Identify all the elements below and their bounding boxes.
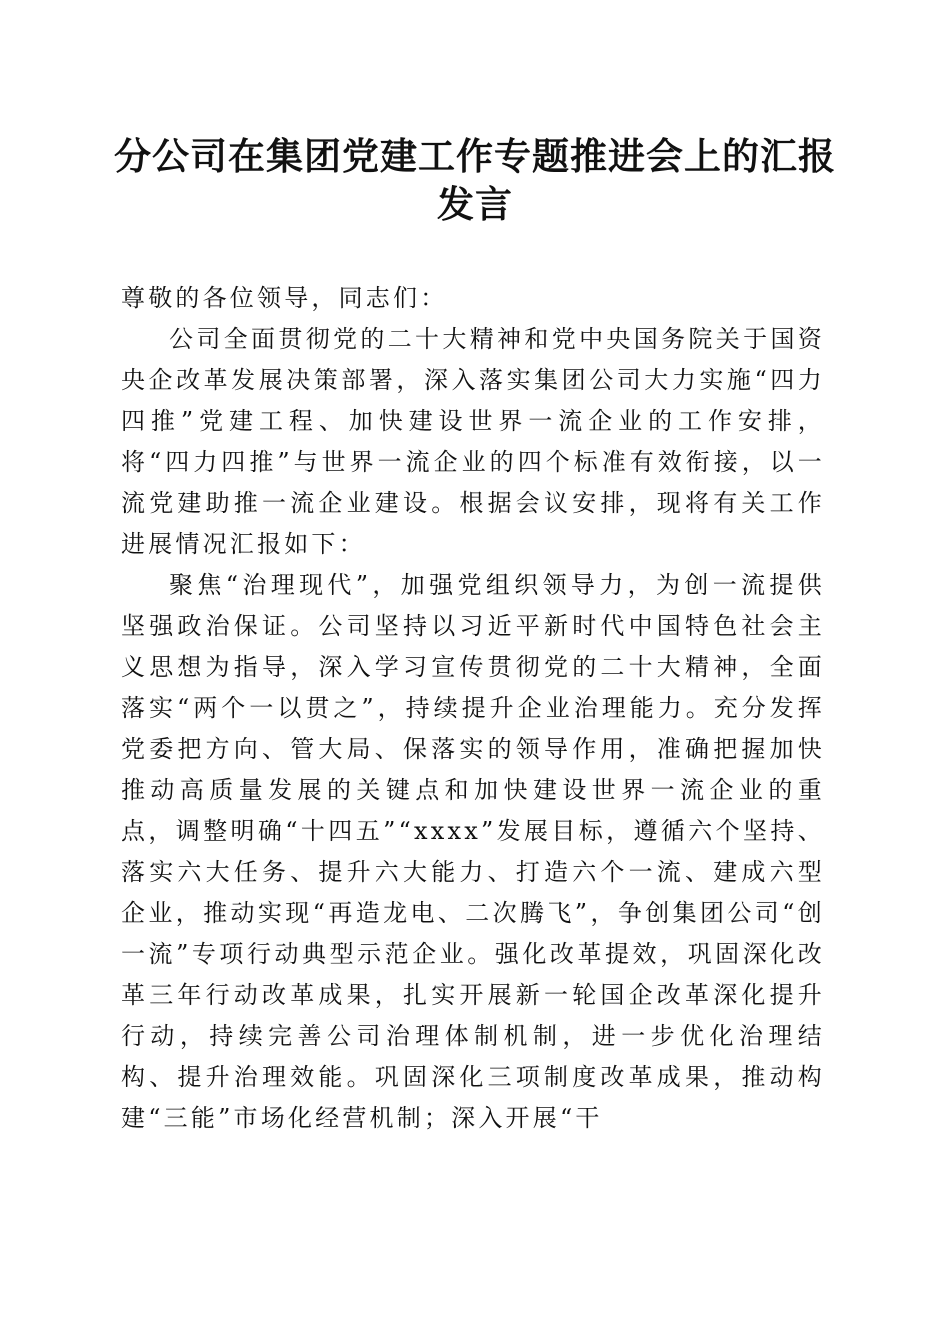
paragraph-governance: 聚焦“治理现代”，加强党组织领导力，为创一流提供坚强政治保证。公司坚持以习近平新时代中国特色社会主义思想为指导，深入学习宣传贯彻党的二十大精神，全面落实“两个一以贯之”，持续提升企业治理能力。充分发挥党委把方向、管大局、保落实的领导作用，准确把握加快推动高质量发展的关键点和加快建设世界一流企业的重点，调整明确“十四五”“xxxx”发展目标，遵循六个坚持、落实六大任务、提升六大能力、打造六个一流、建成六型企业，推动实现“再造龙电、二次腾飞”，争创集团公司“创一流”专项行动典型示范企业。强化改革提效，巩固深化改革三年行动改革成果，扎实开展新一轮国企改革深化提升行动，持续完善公司治理体制机制，进一步优化治理结构、提升治理效能。巩固深化三项制度改革成果，推动构建“三能”市场化经营机制；深入开展“干 <box>121 571 825 1132</box>
document-title: 分公司在集团党建工作专题推进会上的汇报发言 <box>114 134 836 226</box>
paragraph-intro: 公司全面贯彻党的二十大精神和党中央国务院关于国资央企改革发展决策部署，深入落实集团公司大力实施“四力四推”党建工程、加快建设世界一流企业的工作安排，将“四力四推”与世界一流企业的四个标准有效衔接，以一流党建助推一流企业建设。根据会议安排，现将有关工作进展情况汇报如下： <box>121 325 825 558</box>
salutation: 尊敬的各位领导，同志们： <box>121 284 448 312</box>
document-body <box>121 278 825 1139</box>
